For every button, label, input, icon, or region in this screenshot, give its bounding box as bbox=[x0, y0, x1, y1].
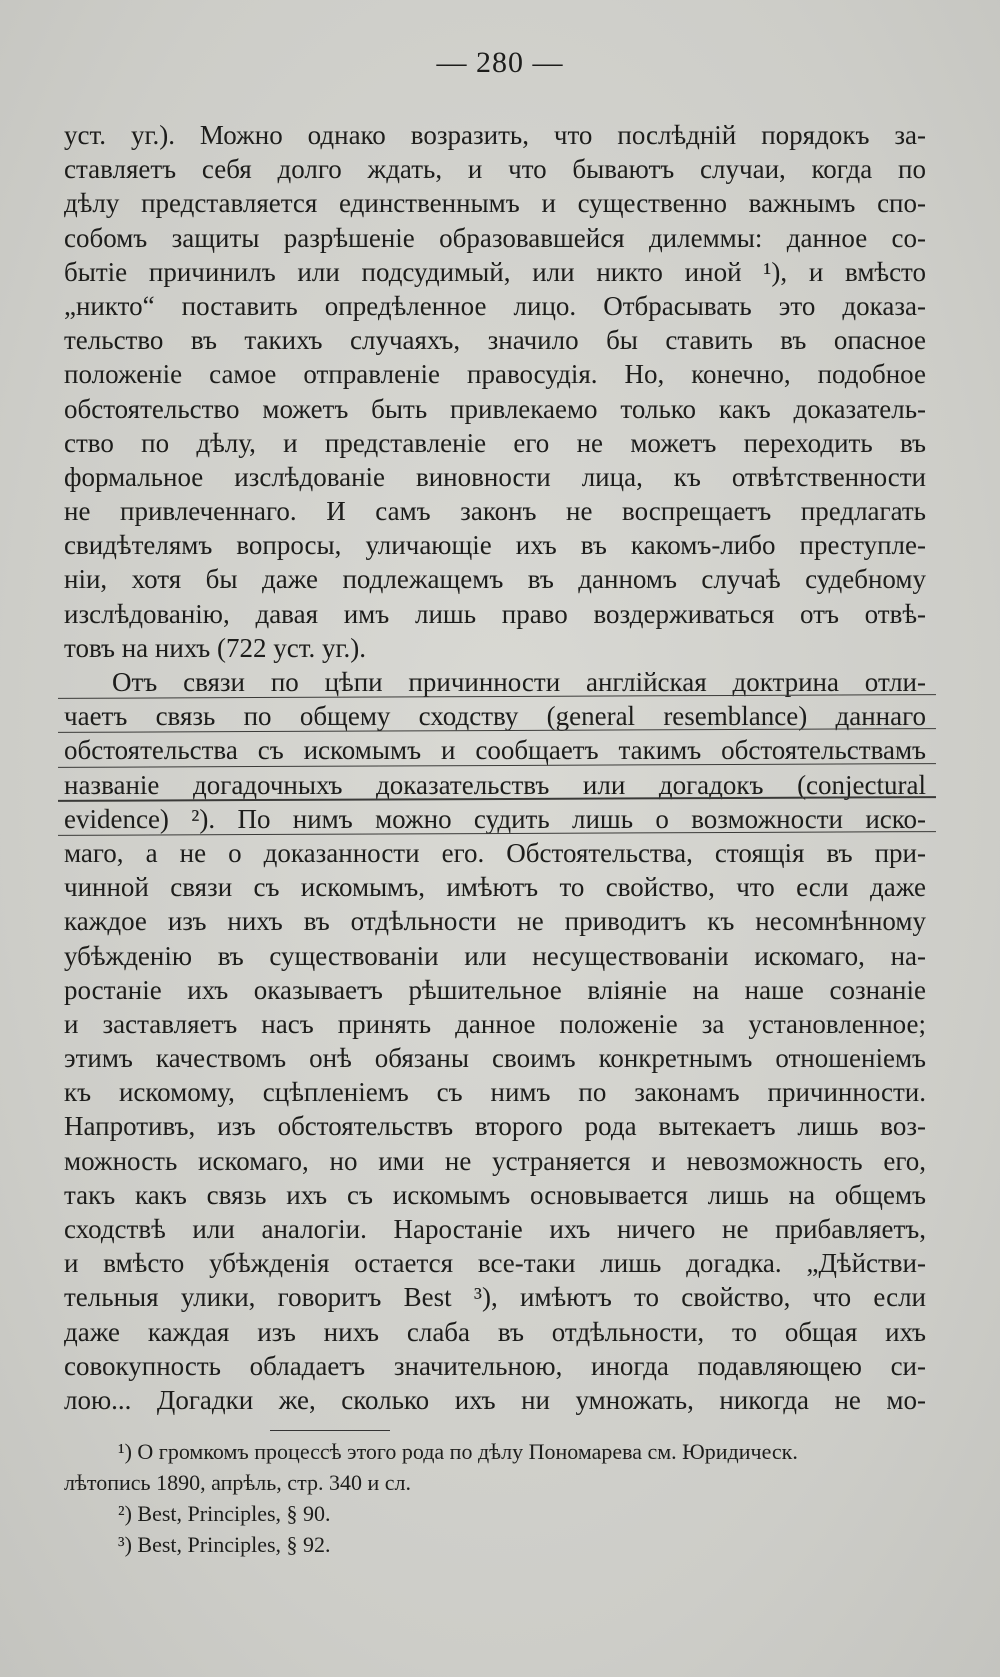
text-line: ство по дѣлу, и представленiе его не можетъ переходить въ bbox=[64, 427, 926, 458]
text-line: товъ на нихъ (722 уст. уг.). bbox=[64, 632, 367, 663]
text-line-underlined: чаетъ связь по общему сходству (general resemblance) даннаго bbox=[64, 699, 926, 733]
text-line: къ искомому, сцѣпленiемъ съ нимъ по законамъ причинности. bbox=[64, 1077, 926, 1108]
text-line: изслѣдованiю, давая имъ лишь право воздерживаться отъ отвѣ- bbox=[64, 598, 926, 629]
footnote-continuation: лѣтопись 1890, апрѣль, стр. 340 и сл. bbox=[64, 1470, 411, 1495]
text-line: и заставляетъ насъ принять данное положенiе за установленное; bbox=[64, 1008, 926, 1039]
text-line: убѣжденiю въ существованiи или несуществованiи искомаго, на- bbox=[64, 940, 926, 971]
text-line: ростанiе ихъ оказываетъ рѣшительное влiянiе на наше сознанiе bbox=[64, 974, 926, 1005]
text-line-underlined: Отъ связи по цѣпи причинности англiйская доктрина отли- bbox=[64, 665, 926, 699]
text-line-underlined: названiе догадочныхъ доказательствъ или догадокъ (conjectural bbox=[64, 768, 926, 802]
footnote: ¹) О громкомъ процессѣ этого рода по дѣлу Пономарева см. Юридическ. bbox=[118, 1439, 798, 1464]
text-line: сходствѣ или аналогiи. Наростанiе ихъ ничего не прибавляетъ, bbox=[64, 1214, 926, 1244]
text-line: нiи, хотя бы даже подлежащемъ въ данномъ случаѣ судебному bbox=[64, 564, 926, 595]
text-line: даже каждая изъ нихъ слаба въ отдѣльности, то общая ихъ bbox=[64, 1316, 926, 1347]
text-line: положенiе самое отправленiе правосудiя. Но, конечно, подобное bbox=[64, 359, 926, 390]
text-line: свидѣтелямъ вопросы, уличающiе ихъ въ какомъ-либо преступле- bbox=[64, 530, 926, 561]
text-line: ставляетъ себя долго ждать, и что бываютъ случаи, когда по bbox=[64, 154, 926, 185]
text-line: этимъ качествомъ онѣ обязаны своимъ конкретнымъ отношенiемъ bbox=[64, 1043, 926, 1074]
text-line: такъ какъ связь ихъ съ искомымъ основывается лишь на общемъ bbox=[64, 1179, 926, 1210]
text-line: не привлеченнаго. И самъ законъ не воспрещаетъ предлагать bbox=[64, 496, 926, 527]
text-line: можность искомаго, но ими не устраняется и невозможность его, bbox=[64, 1145, 926, 1176]
text-line: формальное изслѣдованiе виновности лица, къ отвѣтственности bbox=[64, 461, 926, 492]
footnote: ³) Best, Principles, § 92. bbox=[118, 1532, 331, 1557]
text-line: Напротивъ, изъ обстоятельствъ второго рода вытекаетъ лишь воз- bbox=[64, 1111, 926, 1142]
text-line: обстоятельство можетъ быть привлекаемо только какъ доказатель- bbox=[64, 393, 926, 424]
page-number: — 280 — bbox=[436, 46, 564, 79]
text-line: совокупность обладаетъ значительною, иногда подавляющею си- bbox=[64, 1350, 926, 1381]
text-line: собомъ защиты разрѣшенiе образовавшейся дилеммы: данное со- bbox=[64, 222, 926, 253]
text-line: чинной связи съ искомымъ, имѣютъ то свойство, что если даже bbox=[64, 872, 926, 903]
main-text bbox=[64, 118, 926, 1417]
text-line: уст. уг.). Можно однако возразить, что послѣднiй порядокъ за- bbox=[64, 120, 926, 150]
text-line-underlined: обстоятельства съ искомымъ и сообщаетъ такимъ обстоятельствамъ bbox=[64, 733, 926, 767]
text-line: маго, а не о доказанности его. Обстоятельства, стоящiя въ при- bbox=[64, 837, 926, 868]
text-line: бытiе причинилъ или подсудимый, или никто иной ¹), и вмѣсто bbox=[64, 256, 926, 287]
text-line: „никто“ поставить опредѣленное лицо. Отбрасывать это доказа- bbox=[64, 290, 926, 321]
footnotes bbox=[64, 1436, 926, 1560]
footnote: ²) Best, Principles, § 90. bbox=[118, 1501, 331, 1526]
footnote-rule bbox=[270, 1430, 390, 1431]
text-line: лою... Догадки же, сколько ихъ ни умножать, никогда не мо- bbox=[64, 1384, 926, 1415]
text-line: дѣлу представляется единственнымъ и существенно важнымъ спо- bbox=[64, 188, 926, 219]
text-line-underlined: evidence) ²). По нимъ можно судить лишь о возможности иско- bbox=[64, 802, 926, 836]
text-line: и вмѣсто убѣжденiя остается все-таки лишь догадка. „Дѣйстви- bbox=[64, 1248, 926, 1279]
text-line: тельство въ такихъ случаяхъ, значило бы ставить въ опасное bbox=[64, 325, 926, 356]
text-line: каждое изъ нихъ въ отдѣльности не приводитъ къ несомнѣнному bbox=[64, 906, 926, 937]
text-line: тельныя улики, говоритъ Best ³), имѣютъ то свойство, что если bbox=[64, 1282, 926, 1313]
